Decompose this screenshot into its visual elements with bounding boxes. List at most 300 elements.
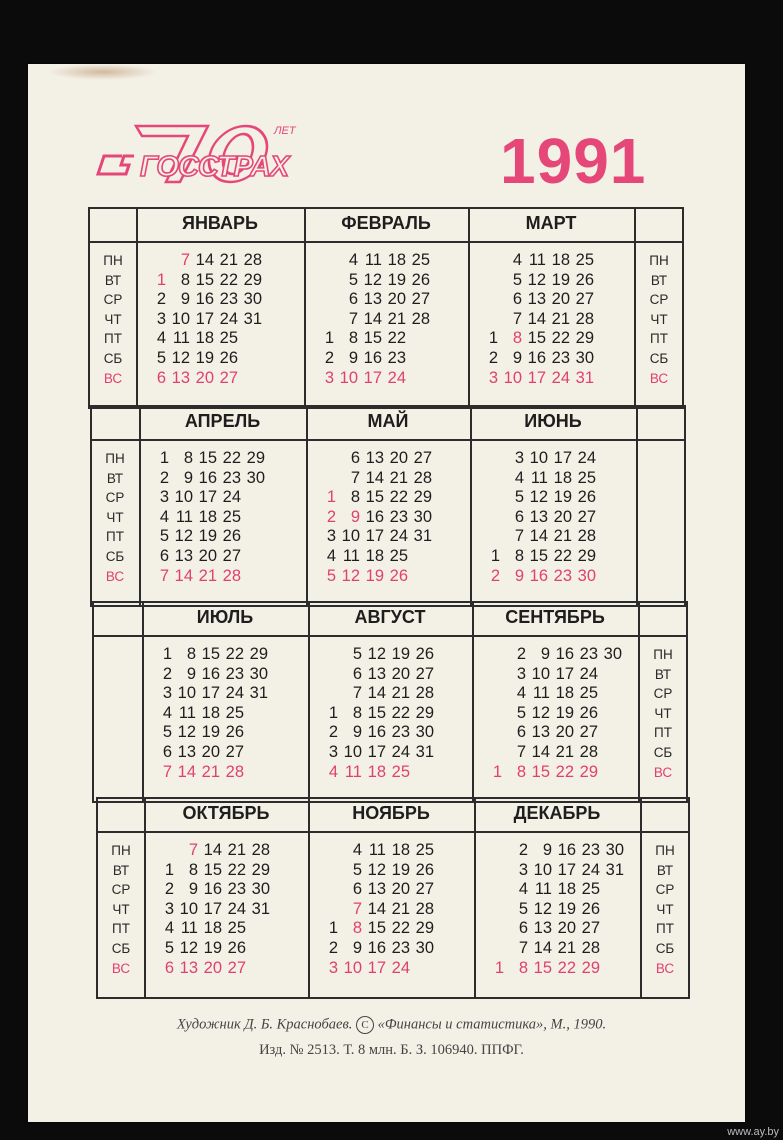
column-divider bbox=[306, 407, 308, 605]
day-cell: 11 bbox=[344, 762, 362, 781]
day-cell: 3 bbox=[516, 664, 526, 683]
day-cell: 6 bbox=[514, 507, 524, 526]
day-cell: 23 bbox=[222, 468, 241, 487]
weekday-label: СБ bbox=[103, 351, 123, 366]
day-cell: 23 bbox=[225, 664, 244, 683]
day-cell: 5 bbox=[512, 270, 522, 289]
day-cell: 6 bbox=[156, 368, 166, 387]
weekday-label: СБ bbox=[649, 351, 669, 366]
weekday-label: ПТ bbox=[106, 529, 124, 545]
week-row bbox=[476, 547, 620, 567]
weekday-label: ПТ bbox=[112, 921, 130, 937]
day-cell: 15 bbox=[363, 329, 382, 348]
day-cell: 27 bbox=[415, 880, 434, 899]
week-row bbox=[474, 290, 618, 310]
day-cell: 10 bbox=[171, 309, 190, 328]
day-cell: 27 bbox=[219, 368, 238, 387]
day-cell: 11 bbox=[180, 919, 198, 938]
day-cell: 1 bbox=[494, 958, 504, 977]
day-cell: 1 bbox=[490, 546, 500, 565]
day-cell: 21 bbox=[551, 309, 570, 328]
day-cell: 30 bbox=[415, 938, 434, 957]
week-row bbox=[474, 329, 618, 349]
day-cell: 4 bbox=[159, 507, 169, 526]
weekday-label: СР bbox=[105, 490, 125, 506]
day-cell: 12 bbox=[367, 860, 386, 879]
day-cell: 3 bbox=[162, 684, 172, 703]
day-cell: 29 bbox=[581, 958, 600, 977]
day-cell: 17 bbox=[555, 664, 574, 683]
header-divider bbox=[92, 439, 684, 441]
column-divider bbox=[304, 209, 306, 407]
day-cell: 18 bbox=[553, 468, 572, 487]
day-cell: 25 bbox=[389, 546, 408, 565]
day-cell: 14 bbox=[531, 742, 550, 761]
day-cell: 20 bbox=[551, 290, 570, 309]
day-cell: 6 bbox=[516, 723, 526, 742]
day-cell: 1 bbox=[492, 762, 502, 781]
day-cell: 28 bbox=[413, 468, 432, 487]
day-cell: 15 bbox=[529, 546, 548, 565]
day-cell: 14 bbox=[529, 527, 548, 546]
month-days bbox=[310, 251, 454, 388]
month-name: НОЯБРЬ bbox=[352, 803, 430, 823]
day-cell: 17 bbox=[363, 368, 382, 387]
week-row bbox=[480, 900, 624, 920]
publisher-credit: «Финансы и статистика», М., 1990. bbox=[377, 1016, 607, 1033]
day-cell: 27 bbox=[222, 546, 241, 565]
column-divider bbox=[308, 603, 310, 801]
weekday-label: ВС bbox=[655, 960, 675, 976]
day-cell: 22 bbox=[389, 488, 408, 507]
day-cell: 6 bbox=[352, 880, 362, 899]
day-cell: 10 bbox=[343, 742, 362, 761]
weekday-label: ПТ bbox=[650, 331, 668, 347]
column-divider bbox=[139, 407, 141, 605]
day-cell: 4 bbox=[514, 468, 524, 487]
day-cell: 20 bbox=[201, 742, 220, 761]
day-cell: 18 bbox=[391, 841, 410, 859]
day-cell: 26 bbox=[389, 566, 408, 585]
day-cell: 8 bbox=[352, 919, 362, 938]
week-row bbox=[150, 959, 294, 979]
column-divider bbox=[470, 407, 472, 605]
weekday-label: ПН bbox=[649, 253, 669, 268]
day-cell: 5 bbox=[352, 645, 362, 663]
day-cell: 21 bbox=[553, 527, 572, 546]
day-cell: 12 bbox=[367, 645, 386, 663]
day-cell: 19 bbox=[555, 703, 574, 722]
day-cell: 28 bbox=[225, 762, 244, 781]
day-cell: 19 bbox=[391, 645, 410, 663]
day-cell: 2 bbox=[328, 938, 338, 957]
week-row bbox=[145, 488, 289, 508]
day-cell: 5 bbox=[162, 723, 172, 742]
week-row bbox=[150, 919, 294, 939]
day-cell: 13 bbox=[533, 919, 552, 938]
day-cell: 10 bbox=[341, 527, 360, 546]
day-cell: 2 bbox=[518, 841, 528, 859]
day-cell: 24 bbox=[391, 742, 410, 761]
day-cell: 3 bbox=[324, 368, 334, 387]
day-cell: 22 bbox=[391, 919, 410, 938]
day-cell: 3 bbox=[326, 527, 336, 546]
week-row bbox=[150, 939, 294, 959]
weekday-label: ЧТ bbox=[112, 901, 130, 917]
day-cell: 17 bbox=[557, 860, 576, 879]
day-cell: 3 bbox=[156, 309, 166, 328]
day-cell: 29 bbox=[251, 860, 270, 879]
weekday-label: ПТ bbox=[104, 331, 122, 347]
day-cell: 25 bbox=[219, 329, 238, 348]
print-info: Изд. № 2513. Т. 8 млн. Б. З. 106940. ППФГ. bbox=[259, 1042, 524, 1058]
week-row bbox=[314, 841, 458, 861]
week-row bbox=[314, 959, 458, 979]
day-cell: 27 bbox=[579, 723, 598, 742]
day-cell: 2 bbox=[488, 348, 498, 367]
week-row bbox=[310, 369, 454, 389]
day-cell: 6 bbox=[159, 546, 169, 565]
day-cell: 18 bbox=[195, 329, 214, 348]
day-cell: 10 bbox=[533, 860, 552, 879]
week-row bbox=[142, 369, 286, 389]
day-cell: 1 bbox=[159, 449, 169, 467]
weekday-label: ВС bbox=[103, 370, 123, 386]
week-row bbox=[474, 251, 618, 271]
month-name: МАРТ bbox=[525, 213, 577, 233]
week-row bbox=[148, 763, 292, 783]
day-cell: 14 bbox=[367, 684, 386, 703]
day-cell: 19 bbox=[203, 938, 222, 957]
day-cell: 29 bbox=[577, 546, 596, 565]
day-cell: 30 bbox=[577, 566, 596, 585]
week-row bbox=[478, 684, 622, 704]
week-row bbox=[142, 329, 286, 349]
weekday-label: ВТ bbox=[104, 272, 122, 288]
week-row bbox=[478, 665, 622, 685]
day-cell: 11 bbox=[532, 684, 550, 703]
month-name: ОКТЯБРЬ bbox=[182, 803, 270, 823]
day-cell: 27 bbox=[225, 742, 244, 761]
day-cell: 21 bbox=[391, 684, 410, 703]
day-cell: 29 bbox=[415, 703, 434, 722]
week-row bbox=[474, 271, 618, 291]
day-cell: 31 bbox=[575, 368, 594, 387]
day-cell: 1 bbox=[328, 703, 338, 722]
day-cell: 7 bbox=[159, 566, 169, 585]
week-row bbox=[314, 861, 458, 881]
day-cell: 21 bbox=[227, 841, 246, 859]
day-cell: 16 bbox=[529, 566, 548, 585]
day-cell: 21 bbox=[201, 762, 220, 781]
day-cell: 28 bbox=[411, 309, 430, 328]
week-row bbox=[480, 939, 624, 959]
month-name: АПРЕЛЬ bbox=[184, 411, 261, 431]
month-days bbox=[142, 251, 286, 388]
day-cell: 31 bbox=[251, 899, 270, 918]
footer-credit bbox=[0, 1016, 783, 1034]
week-row bbox=[148, 743, 292, 763]
day-cell: 25 bbox=[577, 468, 596, 487]
day-cell: 18 bbox=[557, 880, 576, 899]
day-cell: 9 bbox=[350, 507, 360, 526]
day-cell: 7 bbox=[352, 684, 362, 703]
day-cell: 8 bbox=[188, 860, 198, 879]
day-cell: 25 bbox=[391, 762, 410, 781]
day-cell: 8 bbox=[514, 546, 524, 565]
day-cell: 17 bbox=[527, 368, 546, 387]
day-cell: 7 bbox=[514, 527, 524, 546]
week-row bbox=[142, 271, 286, 291]
column-divider bbox=[136, 209, 138, 407]
day-cell: 22 bbox=[391, 703, 410, 722]
day-cell: 6 bbox=[352, 664, 362, 683]
column-divider bbox=[634, 209, 636, 407]
day-cell: 25 bbox=[579, 684, 598, 703]
day-cell: 23 bbox=[553, 566, 572, 585]
weekday-label: ЧТ bbox=[656, 901, 674, 917]
day-cell: 30 bbox=[415, 723, 434, 742]
day-cell: 10 bbox=[179, 899, 198, 918]
jubilee-word: ЛЕТ bbox=[274, 125, 296, 137]
column-divider bbox=[638, 603, 640, 801]
day-cell: 8 bbox=[186, 645, 196, 663]
day-cell: 14 bbox=[195, 251, 214, 269]
day-cell: 30 bbox=[243, 290, 262, 309]
day-cell: 7 bbox=[518, 938, 528, 957]
day-cell: 16 bbox=[367, 938, 386, 957]
day-cell: 28 bbox=[575, 309, 594, 328]
day-cell: 13 bbox=[531, 723, 550, 742]
day-cell: 16 bbox=[198, 468, 217, 487]
day-cell: 7 bbox=[352, 899, 362, 918]
day-cell: 17 bbox=[195, 309, 214, 328]
week-row bbox=[145, 567, 289, 587]
day-cell: 5 bbox=[156, 348, 166, 367]
day-cell: 19 bbox=[387, 270, 406, 289]
day-cell: 21 bbox=[389, 468, 408, 487]
day-cell: 30 bbox=[605, 841, 624, 859]
day-cell: 22 bbox=[387, 329, 406, 348]
copyright-icon: C bbox=[356, 1016, 374, 1034]
day-cell: 25 bbox=[227, 919, 246, 938]
day-cell: 20 bbox=[553, 507, 572, 526]
day-cell: 20 bbox=[391, 880, 410, 899]
day-cell: 19 bbox=[201, 723, 220, 742]
day-cell: 20 bbox=[203, 958, 222, 977]
day-cell: 1 bbox=[326, 488, 336, 507]
day-cell: 11 bbox=[172, 329, 190, 348]
day-cell: 6 bbox=[350, 449, 360, 467]
day-cell: 1 bbox=[488, 329, 498, 348]
weekday-label: ЧТ bbox=[650, 311, 668, 327]
day-cell: 1 bbox=[324, 329, 334, 348]
day-cell: 19 bbox=[557, 899, 576, 918]
day-cell: 16 bbox=[195, 290, 214, 309]
day-cell: 25 bbox=[415, 841, 434, 859]
day-cell: 5 bbox=[326, 566, 336, 585]
day-cell: 15 bbox=[533, 958, 552, 977]
day-cell: 20 bbox=[391, 664, 410, 683]
column-divider bbox=[308, 799, 310, 997]
day-cell: 27 bbox=[581, 919, 600, 938]
weekday-label: ВС bbox=[649, 370, 669, 386]
week-row bbox=[480, 861, 624, 881]
day-cell: 10 bbox=[339, 368, 358, 387]
day-cell: 4 bbox=[518, 880, 528, 899]
day-cell: 16 bbox=[555, 645, 574, 663]
day-cell: 15 bbox=[203, 860, 222, 879]
weekday-label: ПН bbox=[111, 843, 131, 858]
day-cell: 21 bbox=[219, 251, 238, 269]
week-row bbox=[142, 251, 286, 271]
week-row bbox=[314, 665, 458, 685]
day-cell: 18 bbox=[365, 546, 384, 565]
day-cell: 6 bbox=[162, 742, 172, 761]
day-cell: 14 bbox=[527, 309, 546, 328]
day-cell: 14 bbox=[367, 899, 386, 918]
day-cell: 13 bbox=[367, 880, 386, 899]
week-row bbox=[150, 861, 294, 881]
day-cell: 12 bbox=[529, 488, 548, 507]
day-cell: 16 bbox=[363, 348, 382, 367]
week-row bbox=[476, 488, 620, 508]
day-cell: 20 bbox=[387, 290, 406, 309]
day-cell: 10 bbox=[529, 449, 548, 467]
weekday-label: ВТ bbox=[656, 862, 674, 878]
artist-credit: Художник Д. Б. Краснобаев. bbox=[176, 1016, 353, 1033]
month-days bbox=[148, 645, 292, 782]
weekday-label: ПТ bbox=[654, 725, 672, 741]
day-cell: 11 bbox=[528, 251, 546, 269]
week-row bbox=[312, 527, 456, 547]
day-cell: 5 bbox=[516, 703, 526, 722]
day-cell: 11 bbox=[364, 251, 382, 269]
week-row bbox=[310, 310, 454, 330]
day-cell: 9 bbox=[188, 880, 198, 899]
day-cell: 3 bbox=[164, 899, 174, 918]
week-row bbox=[480, 880, 624, 900]
day-cell: 17 bbox=[201, 684, 220, 703]
day-cell: 22 bbox=[551, 329, 570, 348]
week-row bbox=[310, 329, 454, 349]
week-row bbox=[145, 449, 289, 469]
day-cell: 8 bbox=[348, 329, 358, 348]
day-cell: 2 bbox=[516, 645, 526, 663]
day-cell: 21 bbox=[198, 566, 217, 585]
week-row bbox=[145, 469, 289, 489]
day-cell: 4 bbox=[162, 703, 172, 722]
day-cell: 22 bbox=[555, 762, 574, 781]
day-cell: 13 bbox=[171, 368, 190, 387]
day-cell: 4 bbox=[352, 841, 362, 859]
day-cell: 2 bbox=[162, 664, 172, 683]
day-cell: 24 bbox=[579, 664, 598, 683]
weekday-label: СБ bbox=[653, 745, 673, 760]
day-cell: 31 bbox=[415, 742, 434, 761]
day-cell: 13 bbox=[363, 290, 382, 309]
month-days bbox=[476, 449, 620, 586]
month-days bbox=[474, 251, 618, 388]
day-cell: 28 bbox=[243, 251, 262, 269]
day-cell: 19 bbox=[551, 270, 570, 289]
day-cell: 17 bbox=[198, 488, 217, 507]
day-cell: 8 bbox=[516, 762, 526, 781]
weekday-label: ВТ bbox=[650, 272, 668, 288]
day-cell: 26 bbox=[219, 348, 238, 367]
day-cell: 30 bbox=[575, 348, 594, 367]
week-row bbox=[314, 900, 458, 920]
day-cell: 28 bbox=[577, 527, 596, 546]
week-row bbox=[478, 723, 622, 743]
weekday-label: СБ bbox=[655, 941, 675, 956]
week-row bbox=[480, 959, 624, 979]
day-cell: 19 bbox=[195, 348, 214, 367]
day-cell: 28 bbox=[415, 684, 434, 703]
day-cell: 15 bbox=[367, 703, 386, 722]
weekday-label: СБ bbox=[105, 549, 125, 564]
weekday-label: ЧТ bbox=[654, 705, 672, 721]
month-name: ДЕКАБРЬ bbox=[513, 803, 601, 823]
day-cell: 27 bbox=[577, 507, 596, 526]
day-cell: 29 bbox=[249, 645, 268, 663]
day-cell: 1 bbox=[162, 645, 172, 663]
brand-name: ГОССТРАХ bbox=[140, 151, 289, 183]
day-cell: 4 bbox=[326, 546, 336, 565]
weekday-label: ПН bbox=[653, 647, 673, 662]
day-cell: 5 bbox=[518, 899, 528, 918]
day-cell: 15 bbox=[201, 645, 220, 663]
column-divider bbox=[474, 799, 476, 997]
day-cell: 8 bbox=[352, 703, 362, 722]
day-cell: 16 bbox=[201, 664, 220, 683]
day-cell: 27 bbox=[575, 290, 594, 309]
day-cell: 31 bbox=[243, 309, 262, 328]
week-row bbox=[480, 841, 624, 861]
month-days bbox=[312, 449, 456, 586]
day-cell: 21 bbox=[391, 899, 410, 918]
week-row bbox=[145, 547, 289, 567]
week-row bbox=[142, 290, 286, 310]
month-days bbox=[480, 841, 624, 978]
weekday-label: ВТ bbox=[112, 862, 130, 878]
month-name: ИЮНЬ bbox=[524, 411, 582, 431]
week-row bbox=[314, 919, 458, 939]
day-cell: 18 bbox=[555, 684, 574, 703]
week-row bbox=[148, 684, 292, 704]
day-cell: 14 bbox=[177, 762, 196, 781]
day-cell: 30 bbox=[413, 507, 432, 526]
week-row bbox=[314, 880, 458, 900]
day-cell: 22 bbox=[219, 270, 238, 289]
day-cell: 23 bbox=[551, 348, 570, 367]
week-row bbox=[478, 743, 622, 763]
weekday-label: ВС bbox=[105, 568, 125, 584]
week-row bbox=[478, 704, 622, 724]
day-cell: 13 bbox=[367, 664, 386, 683]
day-cell: 14 bbox=[365, 468, 384, 487]
day-cell: 20 bbox=[195, 368, 214, 387]
day-cell: 9 bbox=[348, 348, 358, 367]
day-cell: 12 bbox=[363, 270, 382, 289]
day-cell: 17 bbox=[367, 958, 386, 977]
day-cell: 14 bbox=[203, 841, 222, 859]
day-cell: 18 bbox=[198, 507, 217, 526]
week-row bbox=[312, 567, 456, 587]
day-cell: 9 bbox=[352, 938, 362, 957]
day-cell: 1 bbox=[156, 270, 166, 289]
day-cell: 22 bbox=[227, 860, 246, 879]
